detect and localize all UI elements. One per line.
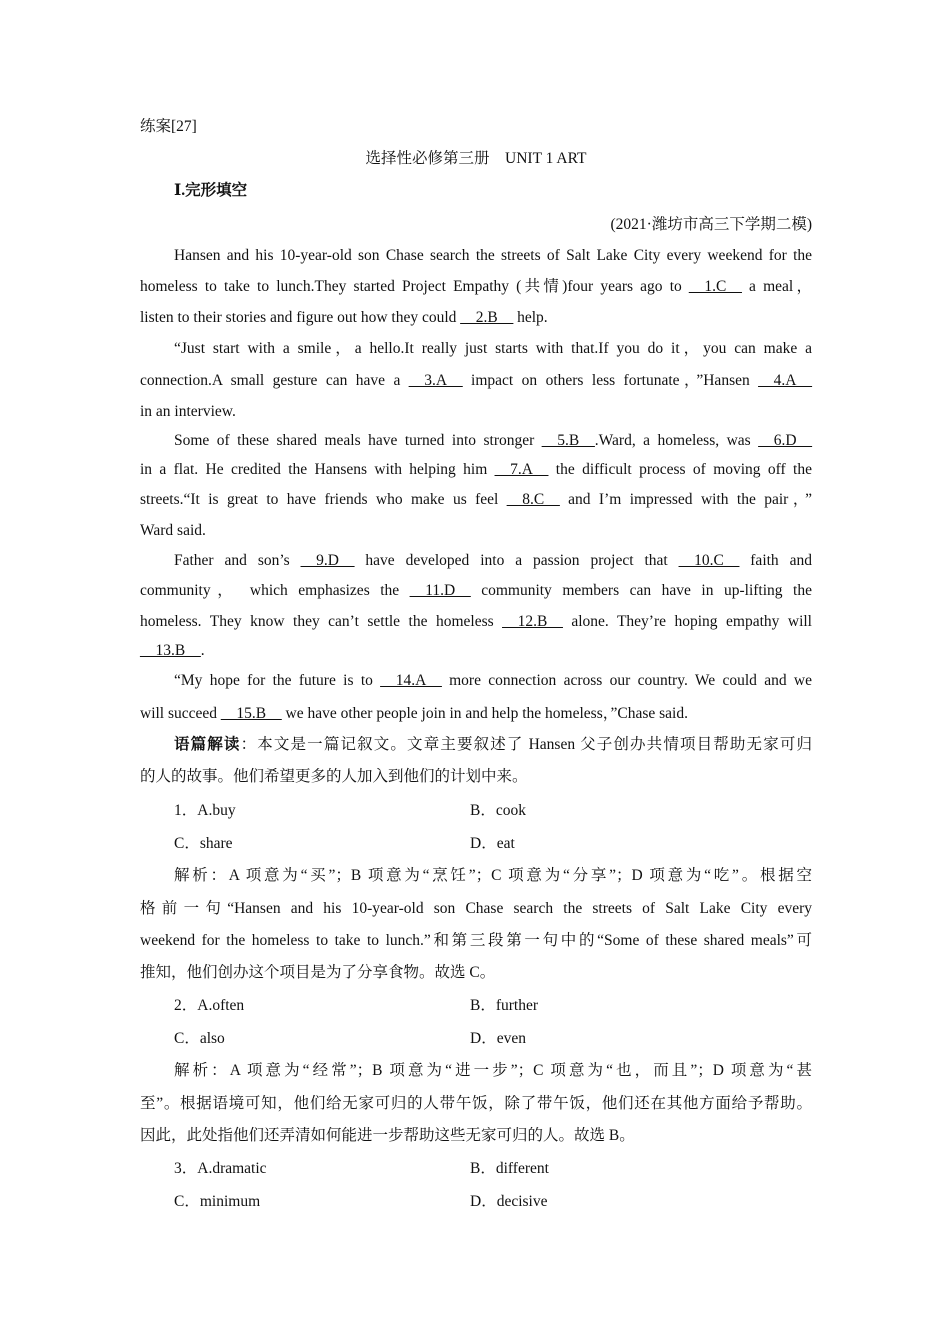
- answer-blank: __1.C__: [688, 278, 742, 295]
- option: D．decisive: [470, 1193, 548, 1210]
- answer-blank: __11.D__: [409, 582, 471, 599]
- answer-blank: __4.A__: [758, 372, 812, 389]
- option: 3．A.dramatic: [174, 1160, 267, 1177]
- passage-line: homeless to take to lunch.They started Project Empathy (共情)four years ago to __1.C__ a meal，: [140, 278, 812, 295]
- answer-blank: __15.B__: [220, 705, 282, 722]
- section-heading: Ⅰ.完形填空: [174, 182, 248, 199]
- passage-line: Ward said.: [140, 522, 206, 539]
- option: B．further: [470, 997, 539, 1014]
- analysis-label: 语篇解读: [174, 736, 241, 753]
- passage-line: homeless. They know they can’t settle the homeless __12.B__ alone. They’re hoping empathy will: [140, 613, 812, 630]
- explanation-line: 格前一句“Hansen and his 10-year-old son Chase search the streets of Salt Lake City every: [140, 900, 812, 917]
- option: B．cook: [470, 802, 526, 819]
- answer-blank: __2.B__: [460, 309, 514, 326]
- answer-blank: __3.A__: [408, 372, 463, 389]
- answer-blank: __6.D__: [758, 432, 813, 449]
- explanation-line: 至”。根据语境可知，他们给无家可归的人带午饭，除了带午饭，他们还在其他方面给予帮助。: [140, 1095, 812, 1112]
- explanation-line: 因此，此处指他们还弄清如何能进一步帮助这些无家可归的人。故选 B。: [140, 1127, 635, 1144]
- passage-line: will succeed __15.B__ we have other people join in and help the homeless，”Chase said.: [140, 705, 688, 722]
- answer-blank: __12.B__: [502, 613, 563, 630]
- passage-line: in a flat. He credited the Hansens with helping him __7.A__ the difficult process of moving off the: [140, 461, 812, 478]
- explanation-line: 解析：A 项意为“买”；B 项意为“烹饪”；C 项意为“分享”；D 项意为“吃”。根据空: [174, 867, 812, 884]
- passage-line: streets.“It is great to have friends who make us feel __8.C__ and I’m impressed with the pair，”: [140, 491, 813, 508]
- option: 1．A.buy: [174, 802, 236, 819]
- passage-line: community， which emphasizes the __11.D__ community members can have in up-lifting the: [140, 582, 812, 599]
- explanation-line: weekend for the homeless to take to lunch.”和第三段第一句中的“Some of these shared meals”可: [140, 932, 812, 949]
- explanation-label: 解析: [174, 867, 211, 884]
- passage-line: Some of these shared meals have turned into stronger __5.B__.Ward, a homeless, was __6.D__: [174, 432, 813, 449]
- passage-line: connection.A small gesture can have a __3.A__ impact on others less fortunate，”Hansen __4.A__: [140, 372, 812, 389]
- option: C．also: [174, 1030, 225, 1047]
- answer-blank: __7.A__: [494, 461, 549, 478]
- passage-line: “My hope for the future is to __14.A__ more connection across our country. We could and we: [174, 672, 812, 689]
- answer-blank: __10.C__: [678, 552, 740, 569]
- passage-line: Father and son’s __9.D__ have developed into a passion project that __10.C__ faith and: [174, 552, 812, 569]
- passage-line: Hansen and his 10-year-old son Chase search the streets of Salt Lake City every weekend for the: [174, 247, 812, 264]
- answer-blank: __14.A__: [380, 672, 442, 689]
- passage-line: listen to their stories and figure out how they could __2.B__ help.: [140, 309, 548, 326]
- passage-line: “Just start with a smile，a hello.It really just starts with that.If you do it，you can make a: [174, 340, 812, 357]
- explanation-label: 解析: [174, 1062, 212, 1079]
- answer-blank: __5.B__: [541, 432, 595, 449]
- page-title: 选择性必修第三册 UNIT 1 ART: [365, 150, 587, 167]
- option: B．different: [470, 1160, 549, 1177]
- passage-line: in an interview.: [140, 403, 236, 420]
- analysis-line: 语篇解读：本文是一篇记叙文。文章主要叙述了 Hansen 父子创办共情项目帮助无家可归: [174, 736, 812, 753]
- answer-blank: __8.C__: [506, 491, 560, 508]
- explanation-line: 解析：A 项意为“经常”；B 项意为“进一步”；C 项意为“也，而且”；D 项意为“甚: [174, 1062, 812, 1079]
- option: C．minimum: [174, 1193, 261, 1210]
- answer-blank: __9.D__: [300, 552, 355, 569]
- answer-blank: __13.B__: [140, 642, 201, 659]
- explanation-line: 推知，他们创办这个项目是为了分享食物。故选 C。: [140, 964, 496, 981]
- source-note: (2021·潍坊市高三下学期二模): [610, 216, 812, 233]
- analysis-line: 的人的故事。他们希望更多的人加入到他们的计划中来。: [140, 768, 528, 785]
- option: 2．A.often: [174, 997, 245, 1014]
- exercise-label: 练案[27]: [140, 118, 197, 135]
- option: C．share: [174, 835, 233, 852]
- option: D．eat: [470, 835, 515, 852]
- passage-line: __13.B__.: [140, 642, 205, 659]
- option: D．even: [470, 1030, 526, 1047]
